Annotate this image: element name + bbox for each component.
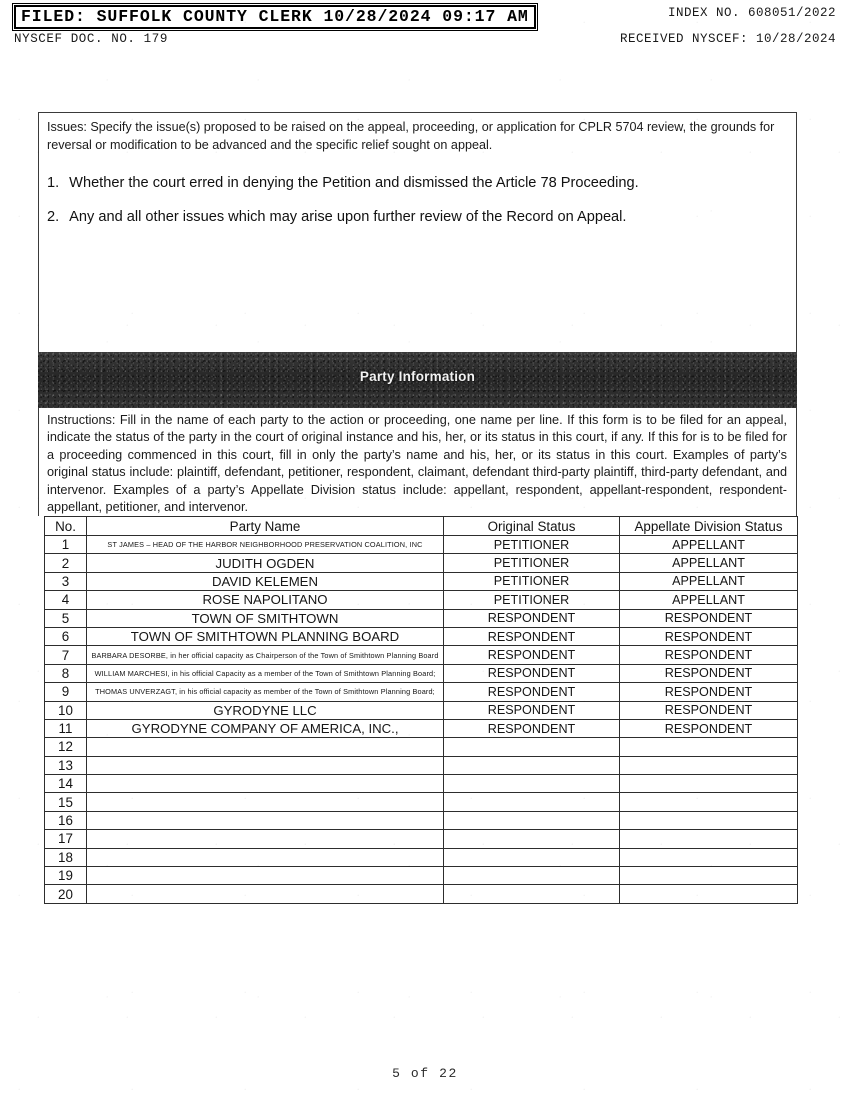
row-number-cell: 8 — [45, 664, 87, 682]
row-number-cell: 5 — [45, 609, 87, 627]
table-row — [45, 627, 798, 645]
row-number-cell: 13 — [45, 756, 87, 774]
row-number-cell: 17 — [45, 830, 87, 848]
original-status-cell[interactable] — [444, 830, 620, 848]
party-name-cell[interactable] — [87, 738, 444, 756]
party-name-cell[interactable] — [87, 793, 444, 811]
party-information-table — [44, 516, 798, 904]
row-number-cell: 4 — [45, 591, 87, 609]
table-row — [45, 811, 798, 829]
party-information-banner — [38, 352, 797, 408]
original-status-cell[interactable] — [444, 867, 620, 885]
nyscef-doc-number: NYSCEF DOC. NO. 179 — [14, 32, 168, 46]
row-number-cell: 9 — [45, 683, 87, 701]
party-name-cell[interactable]: ROSE NAPOLITANO — [87, 591, 444, 609]
table-row — [45, 775, 798, 793]
table-row — [45, 793, 798, 811]
table-row — [45, 848, 798, 866]
table-row — [45, 867, 798, 885]
original-status-cell[interactable]: RESPONDENT — [444, 701, 620, 719]
appellate-status-cell[interactable]: RESPONDENT — [620, 609, 798, 627]
appellate-status-cell[interactable]: APPELLANT — [620, 591, 798, 609]
appellate-status-cell[interactable] — [620, 867, 798, 885]
row-number-cell: 7 — [45, 646, 87, 664]
party-information-title: Party Information — [359, 368, 476, 384]
party-name-cell[interactable]: GYRODYNE COMPANY OF AMERICA, INC., — [87, 719, 444, 737]
row-number-cell: 10 — [45, 701, 87, 719]
original-status-cell[interactable] — [444, 738, 620, 756]
party-instructions-section — [38, 408, 797, 516]
original-status-cell[interactable]: RESPONDENT — [444, 664, 620, 682]
appellate-status-cell[interactable]: RESPONDENT — [620, 627, 798, 645]
original-status-cell[interactable] — [444, 775, 620, 793]
appellate-status-cell[interactable] — [620, 811, 798, 829]
original-status-cell[interactable]: RESPONDENT — [444, 646, 620, 664]
row-number-cell: 14 — [45, 775, 87, 793]
party-name-cell[interactable] — [87, 756, 444, 774]
table-row — [45, 683, 798, 701]
index-number: INDEX NO. 608051/2022 — [667, 6, 836, 20]
original-status-cell[interactable]: PETITIONER — [444, 591, 620, 609]
original-status-cell[interactable]: RESPONDENT — [444, 683, 620, 701]
party-name-cell[interactable]: THOMAS UNVERZAGT, in his official capacity as member of the Town of Smithtown Planning Board; — [87, 683, 444, 701]
table-row — [45, 664, 798, 682]
appellate-status-cell[interactable]: RESPONDENT — [620, 664, 798, 682]
original-status-cell[interactable]: PETITIONER — [444, 536, 620, 554]
party-name-cell[interactable]: TOWN OF SMITHTOWN — [87, 609, 444, 627]
column-header-original-status: Original Status — [444, 517, 620, 536]
original-status-cell[interactable] — [444, 756, 620, 774]
appellate-status-cell[interactable]: APPELLANT — [620, 554, 798, 572]
party-name-cell[interactable] — [87, 775, 444, 793]
issues-section — [38, 112, 797, 352]
appellate-status-cell[interactable] — [620, 738, 798, 756]
page-number-footer: 5 of 22 — [392, 1066, 458, 1081]
column-header-party-name: Party Name — [87, 517, 444, 536]
table-row — [45, 536, 798, 554]
row-number-cell: 6 — [45, 627, 87, 645]
appellate-status-cell[interactable] — [620, 830, 798, 848]
original-status-cell[interactable]: RESPONDENT — [444, 609, 620, 627]
table-row — [45, 738, 798, 756]
issue-list-item — [47, 174, 782, 193]
column-header-appellate-status: Appellate Division Status — [620, 517, 798, 536]
row-number-cell: 11 — [45, 719, 87, 737]
original-status-cell[interactable]: RESPONDENT — [444, 719, 620, 737]
original-status-cell[interactable]: PETITIONER — [444, 554, 620, 572]
row-number-cell: 12 — [45, 738, 87, 756]
appellate-status-cell[interactable]: RESPONDENT — [620, 719, 798, 737]
filed-stamp-text: FILED: SUFFOLK COUNTY CLERK 10/28/2024 09:17 AM — [21, 7, 529, 26]
received-nyscef-date: RECEIVED NYSCEF: 10/28/2024 — [619, 32, 836, 46]
row-number-cell: 16 — [45, 811, 87, 829]
table-row — [45, 609, 798, 627]
appellate-status-cell[interactable] — [620, 793, 798, 811]
original-status-cell[interactable] — [444, 811, 620, 829]
filed-stamp-inner-border — [14, 5, 536, 29]
appellate-status-cell[interactable] — [620, 756, 798, 774]
row-number-cell: 18 — [45, 848, 87, 866]
issues-instruction-text: Issues: Specify the issue(s) proposed to be raised on the appeal, proceeding, or application for CPLR 5704 review, the grounds for reversal or modification to be advanced and the specific relief sought on appeal. — [47, 120, 775, 152]
party-name-cell[interactable]: TOWN OF SMITHTOWN PLANNING BOARD — [87, 627, 444, 645]
table-row — [45, 591, 798, 609]
party-name-cell[interactable] — [87, 830, 444, 848]
table-row — [45, 885, 798, 903]
party-table-body — [45, 536, 798, 904]
party-name-cell[interactable]: BARBARA DESORBE, in her official capacity as Chairperson of the Town of Smithtown Planning Board — [87, 646, 444, 664]
table-row — [45, 572, 798, 590]
party-name-cell[interactable]: JUDITH OGDEN — [87, 554, 444, 572]
row-number-cell: 20 — [45, 885, 87, 903]
table-row — [45, 719, 798, 737]
row-number-cell: 19 — [45, 867, 87, 885]
appellate-status-cell[interactable]: RESPONDENT — [620, 683, 798, 701]
appellate-status-cell[interactable]: APPELLANT — [620, 572, 798, 590]
table-row — [45, 554, 798, 572]
appellate-status-cell[interactable]: RESPONDENT — [620, 701, 798, 719]
column-header-no: No. — [45, 517, 87, 536]
issue-text: Any and all other issues which may arise upon further review of the Record on Appeal. — [69, 209, 627, 225]
appellate-status-cell[interactable]: RESPONDENT — [620, 646, 798, 664]
nyscef-stamp-header — [0, 0, 850, 56]
issue-number: 1. — [47, 175, 60, 191]
party-name-cell[interactable]: ST JAMES – HEAD OF THE HARBOR NEIGHBORHOOD PRESERVATION COALITION, INC — [87, 536, 444, 554]
issue-list-item — [47, 208, 782, 227]
original-status-cell[interactable]: PETITIONER — [444, 572, 620, 590]
party-instructions-text: Instructions: Fill in the name of each party to the action or proceeding, one name per line. If this form is to be filed for an appeal, indicate the status of the party in the court of original instance and his, her, or its status in this court, if any. If this for is to be filed for a proceeding commenced in this court, fill in only the party’s name and his, her, or its status in this court. Examples of party’s original status include: plaintiff, defendant, petitioner, respondent, claimant, defendant third-party plaintiff, third-party defendant, and intervenor. Examples of a party’s Appellate Division status include: appellant, respondent, appellant-respondent, respondent-appellant, petitioner, and intervenor. — [47, 413, 787, 515]
party-name-cell[interactable] — [87, 811, 444, 829]
table-row — [45, 756, 798, 774]
original-status-cell[interactable] — [444, 793, 620, 811]
party-name-cell[interactable]: DAVID KELEMEN — [87, 572, 444, 590]
issue-text: Whether the court erred in denying the Petition and dismissed the Article 78 Proceeding. — [69, 175, 639, 191]
table-row — [45, 701, 798, 719]
appellate-status-cell[interactable] — [620, 775, 798, 793]
appellate-status-cell[interactable] — [620, 885, 798, 903]
party-name-cell[interactable] — [87, 867, 444, 885]
party-name-cell[interactable]: WILLIAM MARCHESI, in his official Capacity as a member of the Town of Smithtown Planning Board; — [87, 664, 444, 682]
table-row — [45, 646, 798, 664]
original-status-cell[interactable]: RESPONDENT — [444, 627, 620, 645]
table-row — [45, 830, 798, 848]
party-name-cell[interactable]: GYRODYNE LLC — [87, 701, 444, 719]
party-name-cell[interactable] — [87, 885, 444, 903]
filed-stamp-box — [12, 3, 538, 31]
row-number-cell: 2 — [45, 554, 87, 572]
row-number-cell: 1 — [45, 536, 87, 554]
appellate-status-cell[interactable]: APPELLANT — [620, 536, 798, 554]
original-status-cell[interactable] — [444, 885, 620, 903]
appellate-status-cell[interactable] — [620, 848, 798, 866]
issue-number: 2. — [47, 209, 60, 225]
original-status-cell[interactable] — [444, 848, 620, 866]
row-number-cell: 15 — [45, 793, 87, 811]
row-number-cell: 3 — [45, 572, 87, 590]
party-name-cell[interactable] — [87, 848, 444, 866]
table-header-row — [45, 517, 798, 536]
